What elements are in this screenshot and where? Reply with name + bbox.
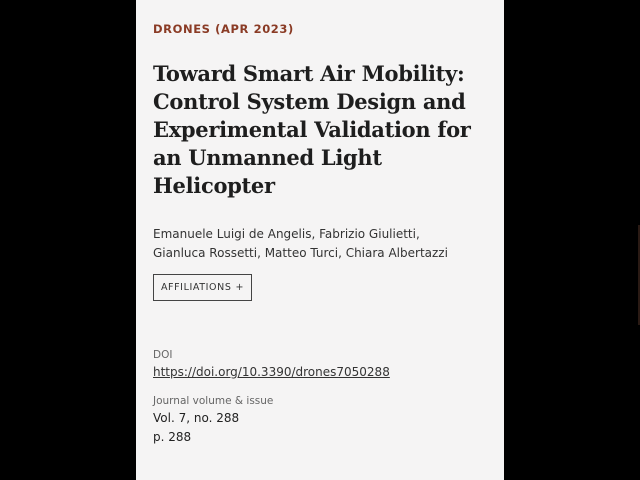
doi-link[interactable]: https://doi.org/10.3390/drones7050288 bbox=[153, 365, 390, 379]
volume-value: Vol. 7, no. 288 bbox=[153, 411, 240, 425]
pages-value: p. 288 bbox=[153, 430, 192, 444]
plus-icon: + bbox=[235, 282, 245, 293]
article-panel bbox=[136, 0, 504, 480]
affiliations-button[interactable] bbox=[153, 274, 252, 301]
authors-list bbox=[153, 225, 483, 263]
doi-label: DOI bbox=[153, 349, 173, 361]
journal-label[interactable]: DRONES (APR 2023) bbox=[153, 22, 294, 36]
article-title: Toward Smart Air Mobility: Control System Design and Experimental Validation for an Unmanned Light Helicopter bbox=[153, 61, 471, 198]
authors-line-2: Gianluca Rossetti, Matteo Turci, Chiara Albertazzi bbox=[153, 246, 448, 260]
authors-line-1: Emanuele Luigi de Angelis, Fabrizio Giulietti, bbox=[153, 227, 420, 241]
affiliations-label: AFFILIATIONS bbox=[160, 282, 232, 293]
volume-label: Journal volume & issue bbox=[153, 395, 274, 407]
